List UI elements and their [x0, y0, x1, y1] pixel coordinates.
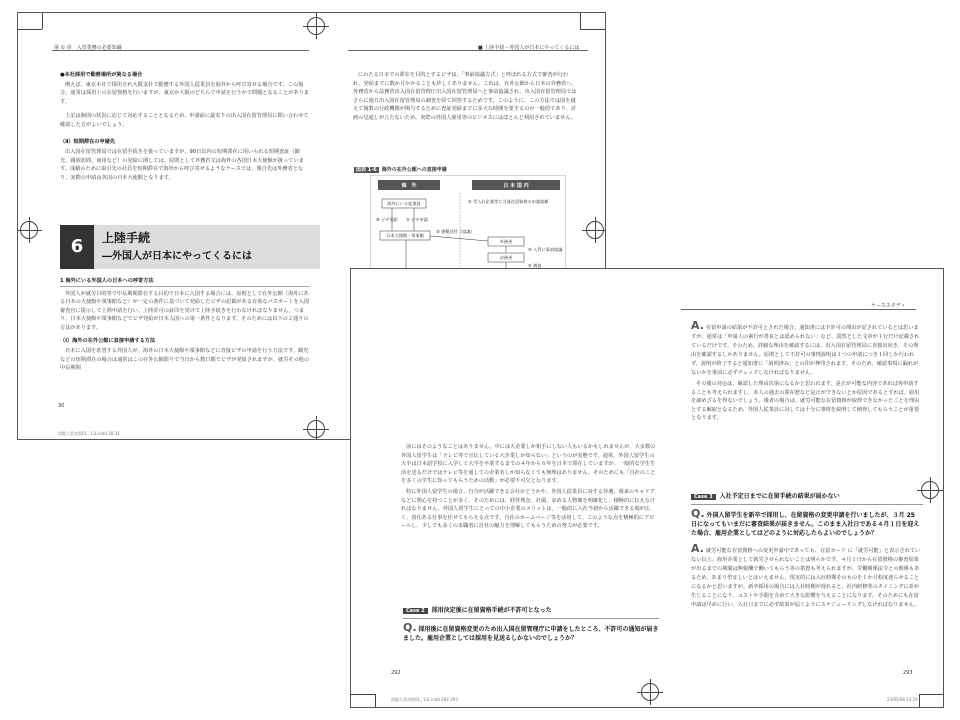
crop-mark	[580, 13, 581, 29]
registration-mark	[641, 683, 659, 701]
case-2-label: Case 2	[403, 608, 428, 614]
question-mark: Q.	[403, 621, 417, 634]
right-page-upper-column	[353, 71, 578, 161]
answer-mark: A.	[691, 542, 704, 555]
section-heading-box	[60, 225, 320, 269]
page-number-left: 292	[391, 670, 401, 676]
case-3-label: Case 3	[691, 494, 716, 500]
registration-mark	[586, 221, 604, 239]
case-3-question	[691, 509, 923, 538]
node-sponsor-label: ① 受入れ企業等に当該在留資格の申請依頼	[468, 199, 549, 204]
running-header-right: ■ 上陸手続－外国人が日本にやってくるには	[478, 45, 580, 51]
step-visa: ⑩ ビザ発給	[376, 217, 398, 222]
running-header-right: ケーススタディ	[871, 303, 906, 309]
crop-mark	[919, 694, 920, 708]
question-mark: Q.	[691, 507, 705, 520]
short-stay-body: 出入国在留管理局では在留手続きを扱っていますが、90日以内の短期滞在に用いられる短期査証（観光、親族訪問、商用など）の発給に関しては、原則として外務省又は海外の各国日本大使館が扱っています。成績のために取引先の社員を短期滞在で海外から呼び寄せるようなケースでは、関合先は外務省となり、実際の申請は各国の日本大使館となります。	[60, 149, 304, 181]
crop-mark	[351, 694, 375, 695]
node-foreigner-label: 海外にいる従業員	[387, 201, 421, 206]
answer-text: 在留申請の結果が不許可とされた場合、通知書には不許可の理由が記されているとは思いますが、通常は「申請人の素行が善良とは認められない」など、漠然とした文章が１行だけ記載されているだけです。そのため、詳細な理由を確認するには、出入国在留管理局に直接出向き、その理由を確認するしかありません。原則として不許可の事情説明は１つの申請につき１回しか行われず、説明が終了すると通知書に「説明済み」との印が押印されます。そのため、確認事項に漏れがないかを事前に必ずチェックしなければなりません。	[691, 325, 920, 376]
header-rule-right	[681, 309, 916, 310]
left-page-column	[401, 443, 659, 593]
registration-mark	[921, 481, 939, 499]
header-overseas-label: 海 外	[401, 183, 417, 189]
case-3-block	[691, 483, 923, 610]
bullet-heading: ●本社採用で勤務場所が異なる場合	[60, 72, 143, 78]
case-2-block	[403, 597, 659, 643]
page-number-left: 30	[58, 403, 65, 409]
slug-left: 岡銀入管初版01_ 1章.indd 30-31	[58, 431, 120, 436]
step-send: ③ 書類送付（協議）	[436, 229, 475, 234]
figure-title: 海外の在外公館への直接申請	[381, 167, 447, 173]
node-mofa-label: 外務省	[499, 239, 513, 244]
section-number: 6	[60, 225, 94, 269]
crop-mark	[919, 694, 944, 695]
left-page-upper-column	[60, 71, 310, 211]
paragraph: 特に外国人留学生の場合、自分が活躍できる会社かどうかや、外国人従業員に対する待遇、将来のキャリアなどに関心を持つことが多く、そのためには、経営理念、社風、求める人物像を明確化し、積極的に伝えなければなりません。外国人留学生にとっての中小企業のメリットは、一般的に入社当初から活躍できる場が広く、責任ある仕事を任せてもらえる点です。自社のホームページ等を活用して、このような点を積極的にアピールし、少しでも多くの求職者に自社の魅力を理解してもらうための努力が必要です。	[401, 488, 656, 530]
case-3-question-text: 外国人留学生を新卒で採用し、在留資格の変更申請を行いましたが、３月 25 日になってもいまだに審査結果が届きません。このまま入社日である４月１日を迎えた場合、雇用企業としてはどのように対応したらよいのでしょうか？	[691, 512, 920, 537]
method-i-heading: （ⅰ）海外の在外公館に直接申請する方法	[60, 337, 156, 344]
paragraph: 上記は個別の状況に応じて対応することとなるため、申請前に最寄りの出入国在留管理局に問い合わせて確認した方がよいでしょう。	[60, 113, 309, 128]
bullet-body: 例えば、東京本社で採用され大阪支社で勤務する外国人従業員を海外から呼び寄せる場合です。この場合、通常は採用上の在留資格を行いますが、東京か大阪のどちらで申請を行うかで問題となることがあります。	[60, 81, 309, 105]
left-page-lower-column	[60, 273, 310, 408]
case-3-answer-text: 就労可能な在留資格への変更申請中であっても、在留カード に「就労可能」と表示されていない以上、雇用企業として就労させられないことは明らかです。４月１日から在留資格の審査結果が出るまでの期間は無報酬で働いてもらう等の措置も考えられますが、労働関係法令との関係もあるため、あまり望ましいとはいえません。現実的には入社時期そのものを１か月程度遅らせることになるかと思いますが、新卒採用の場合には入社時期が遅れると、社内研修等のタイミングに差が生じることになり、コストや手間を含めて大きな影響を与えることになります。そのためにも在留申請は早めに行い、入社日までに必ず結果が届くようにスケジューリングしなければなりません。	[691, 548, 921, 608]
slug-left: 岡銀入管初版01_ 1章.indd 292-293	[391, 697, 458, 702]
right-page-upper-column	[691, 321, 921, 481]
step-consult: ④ 入管に事前協議	[528, 247, 563, 252]
short-stay-heading: （ⅱ）短期滞在の申請先	[60, 138, 116, 145]
method-i-body: 日本に入国を希望する外国人が、海外の日本大使館や領事館などに直接ビザの申請を行う方法です。観光などの短期滞在の場合は通常はこの在外公館限りで当日から数日間でビザが発給されますが、就労その他の中長期間	[60, 348, 310, 372]
crop-mark	[18, 29, 42, 30]
answer-mark: A.	[691, 321, 704, 332]
figure-caption	[354, 166, 447, 173]
figure-tag: 図表 1-6	[356, 167, 377, 173]
registration-mark	[307, 420, 325, 438]
running-header-left: 第 ① 章 入管業務の必要知識	[54, 45, 122, 51]
case-3-title: 入社予定日までに在留手続の結果が届かない	[719, 493, 840, 500]
paragraph: その後の対応は、確認した理由次第になるかと思われます。是正が可能な内容であれば再申請することも考えられますし、本人の過去の滞在歴など是正ができないとか原因であるとすれば、雇用を諦めざるを得ないでしょう。後者の場合は、就労可能な在留資格が取得できなかったことを理由とする解雇となるため、外国人従業員に対しては十分に事情を説明して納得してもらうことが重要となります。	[691, 381, 920, 422]
node-embassy-label: 日本大使館・領事館	[386, 233, 424, 238]
step-apply: ② ビザ申請	[406, 217, 428, 222]
slug-right: 23/05/08 13:19	[887, 697, 918, 702]
subsection-body: 外国人が就労目的等で中長期間滞在する目的で日本に入国する場合には、原則として在外公館（海外にある日本の大使館や領事館など）が一定の条件に基づいて発給したビザの記載がある有効なパスポートを入国審査官に提示して上陸申請を行い、上陸許可の証印を受けて上陸手続きを行わなければなりません。つまり、日本大使館や領事館などでビザ発給が日本入国への第一条件となります。そのためには以下の２通りの方法があります。	[60, 290, 310, 331]
case-2-question	[403, 623, 659, 643]
node-justice-label: 法務省	[499, 255, 513, 260]
registration-mark	[307, 17, 325, 35]
header-domestic-label: 日 本 国 内	[503, 183, 529, 189]
registration-mark	[20, 221, 38, 239]
case-3-answer	[691, 544, 923, 610]
subsection-heading: 1 海外にいる外国人の日本への呼寄方法	[60, 277, 310, 287]
answer-block	[691, 321, 921, 378]
paragraph: 前にはそのようなことはありません。中には大企業しか相手にしない人もいるかもしれませんが、大多数の外国人留学生は「テレビ等で宣伝している大企業しか知らない」というのが実態です。通常、外国人留学生の大半は日本語学校に入学して大学を卒業するまでの４年から６年を日本で滞在していますが、一般的な学生生活を送るだけではテレビ等を通しての企業名しか知らなくても無理はありません。そのためにも「自社のことを多くの学生に知ってもらうための活動」が必要不可欠となります。	[401, 444, 656, 485]
crop-mark	[375, 694, 376, 708]
spread-page-292-293	[350, 268, 944, 708]
crop-mark	[42, 13, 43, 29]
page-number-right: 293	[903, 670, 913, 676]
section-title: 上陸手続	[102, 231, 151, 245]
case-2-question-text: 採用後に在留資格変更のため出入国在留管理庁に申請をしたところ、不許可の通知が届きました。雇用企業としては採用を見送るしかないのでしょうか？	[403, 626, 659, 642]
section-subtitle: ―外国人が日本にやってくるには	[102, 251, 252, 262]
crop-mark	[580, 29, 606, 30]
step-investigate: ⑤ 調査	[528, 263, 542, 268]
paragraph: にわたる日本での滞在を目的とするビザは、「事前協議方式」と呼ばれる方式で審査が行われ、発給までに数か月かかることも珍しくありません。これは、在外公館から日本の外務省へ、外務省から法務省出入国在留管理庁出入国在留管理局へと事前協議され、出入国在留管理局ではさらに地方出入国在留管理局の調査を経て回答するためです。このように、この方法では国を越えて複数の行政機関が関与するために査証発給までに多大な時間を要するのが一般的であり、計画の見通しが立たないため、実際の外国人雇用等のビジネスにはほとんど利用されていません。	[353, 72, 577, 121]
case-2-title: 採用決定後に在留資格手続が不許可となった	[431, 607, 552, 614]
